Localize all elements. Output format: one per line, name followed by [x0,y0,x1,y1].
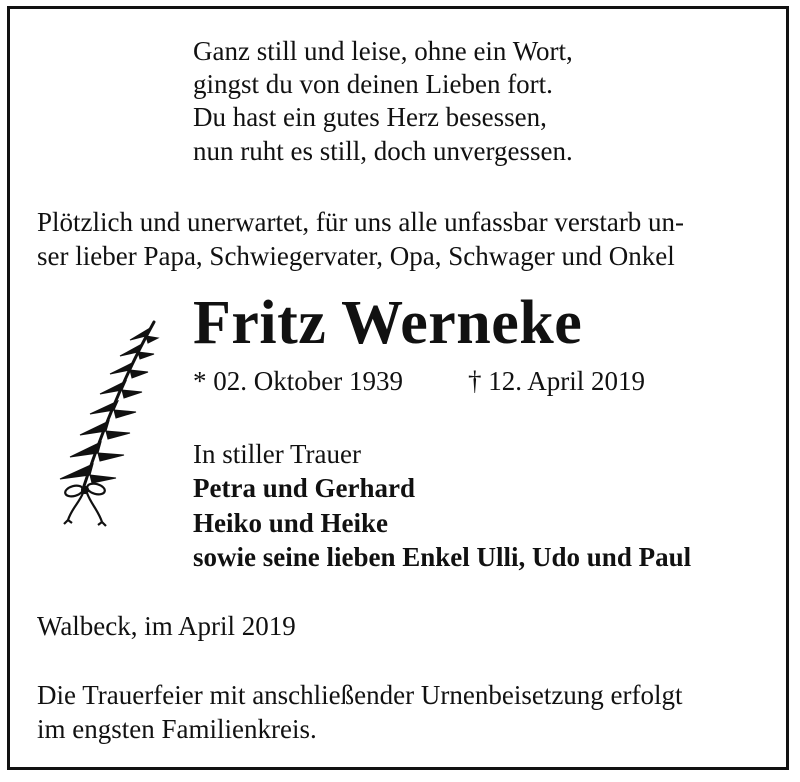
poem-line-2: gingst du von deinen Lieben fort. [193,69,553,99]
intro-line-2: ser lieber Papa, Schwiegervater, Opa, Schwager und Onkel [37,241,675,271]
ceremony-line-2: im engsten Familienkreis. [37,714,317,744]
death-date: † 12. April 2019 [468,366,646,396]
birth-date: * 02. Oktober 1939 [193,366,403,396]
mourner-petra-gerhard: Petra und Gerhard [193,473,415,503]
mourner-heiko-heike: Heiko und Heike [193,508,389,538]
deceased-name: Fritz Werneke [193,289,583,357]
ceremony-line-1: Die Trauerfeier mit anschließender Urnenbeisetzung erfolgt [37,680,683,710]
poem-line-1: Ganz still und leise, ohne ein Wort, [193,36,573,66]
poem-line-4: nun ruht es still, doch unvergessen. [193,136,573,166]
mourner-grandchildren: sowie seine lieben Enkel Ulli, Udo und Paul [193,542,692,572]
mourning-heading: In stiller Trauer [193,439,361,469]
palm-branch-icon [46,318,161,533]
intro-line-1: Plötzlich und unerwartet, für uns alle unfassbar verstarb un- [37,207,685,237]
poem-line-3: Du hast ein gutes Herz besessen, [193,102,547,132]
place-date: Walbeck, im April 2019 [37,611,296,641]
